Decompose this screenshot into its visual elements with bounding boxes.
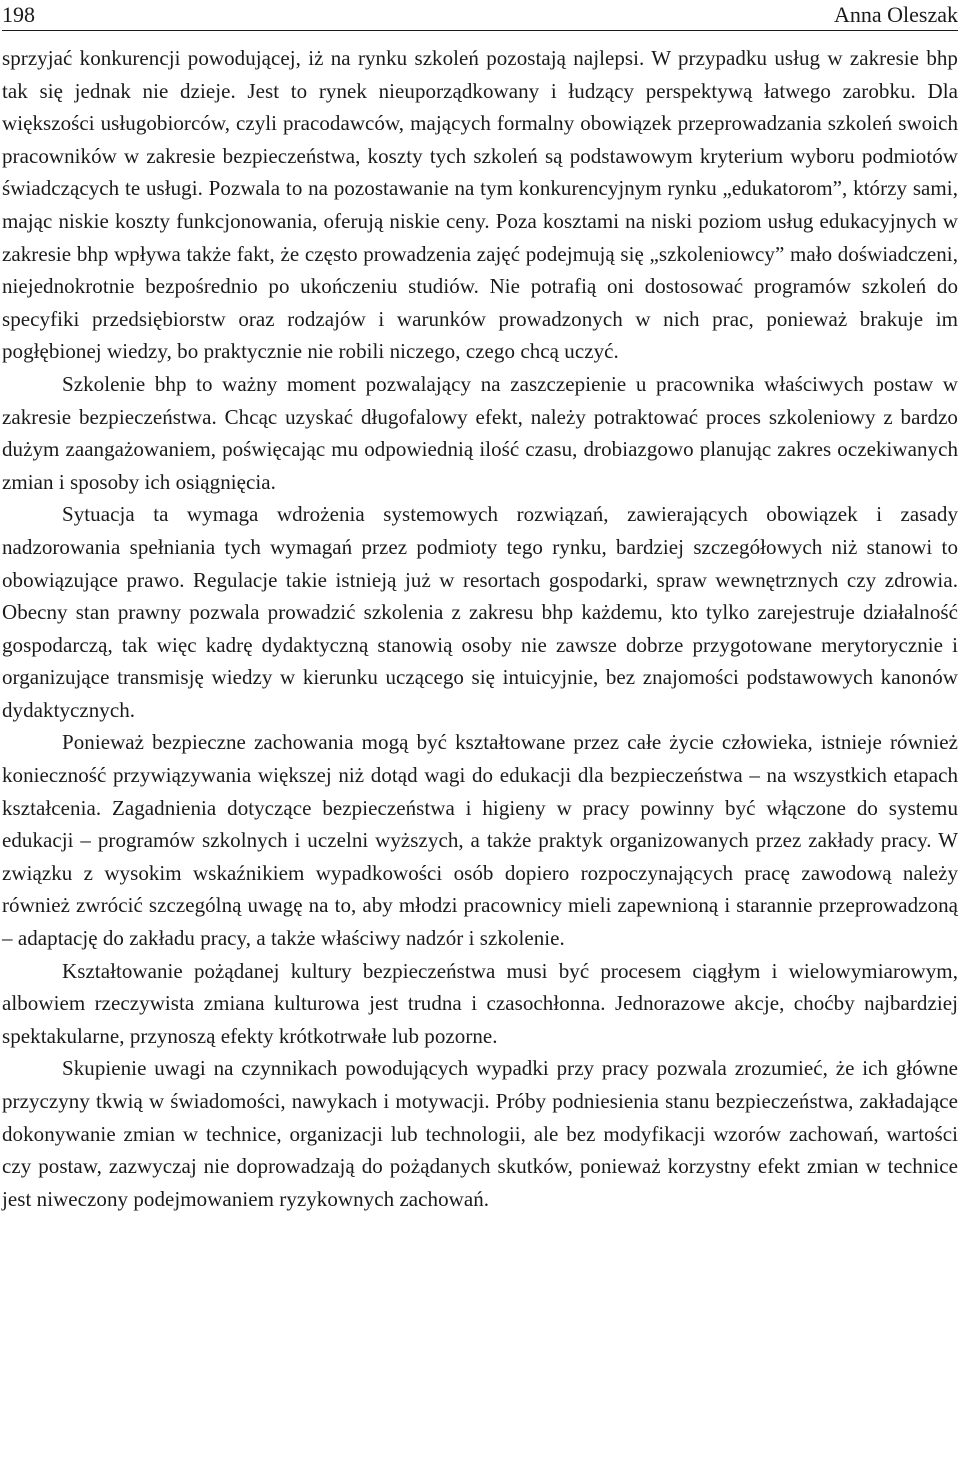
- running-header-author: Anna Oleszak: [833, 2, 958, 27]
- page-number: 198: [2, 2, 35, 27]
- paragraph-6: Skupienie uwagi na czynnikach powodujących wypadki przy pracy pozwala zrozumieć, że ich główne przyczyny tkwią w świadomości, nawykach i motywacji. Próby podniesienia stanu bezpieczeństwa, zakładające dokonywanie zmian w technice, organizacji lub technologii, ale bez modyfikacji wzorów zachowań, wartości czy postaw, zazwyczaj nie doprowadzają do pożądanych skutków, ponieważ korzystny efekt zmian w technice jest niweczony podejmowaniem ryzykownych zachowań.: [2, 1056, 958, 1211]
- body-text: [2, 42, 958, 1215]
- paragraph-1: sprzyjać konkurencji powodującej, iż na rynku szkoleń pozostają najlepsi. W przypadku usług w zakresie bhp tak się jednak nie dzieje. Jest to rynek nieuporządkowany i łudzący perspektywą łatwego zarobku. Dla większości usługobiorców, czyli pracodawców, mających formalny obowiązek przeprowadzania szkoleń swoich pracowników w zakresie bezpieczeństwa, koszty tych szkoleń są podstawowym kryterium wyboru podmiotów świadczących te usługi. Pozwala to na pozostawanie na tym konkurencyjnym rynku „edukatorom”, którzy sami, mając niskie koszty funkcjonowania, oferują niskie ceny. Poza kosztami na niski poziom usług edukacyjnych w zakresie bhp wpływa także fakt, że często prowadzenia zajęć podejmują się „szkoleniowcy” mało doświadczeni, niejednokrotnie bezpośrednio po ukończeniu studiów. Nie potrafią oni dostosować programów szkoleń do specyfiki przedsiębiorstw oraz rodzajów i warunków prowadzonych w nich prac, ponieważ brakuje im pogłębionej wiedzy, bo praktycznie nie robili niczego, czego chcą uczyć.: [2, 46, 958, 364]
- paragraph-4: Ponieważ bezpieczne zachowania mogą być kształtowane przez całe życie człowieka, istnieje również konieczność przywiązywania większej niż dotąd wagi do edukacji dla bezpieczeństwa – na wszystkich etapach kształcenia. Zagadnienia dotyczące bezpieczeństwa i higieny w pracy powinny być włączone do systemu edukacji – programów szkolnych i uczelni wyższych, a także praktyk organizowanych przez zakłady pracy. W związku z wysokim wskaźnikiem wypadkowości osób dopiero rozpoczynających pracę zawodową należy również zwrócić szczególną uwagę na to, aby młodzi pracownicy mieli zapewnioną i starannie przeprowadzoną – adaptację do zakładu pracy, a także właściwy nadzór i szkolenie.: [2, 730, 958, 951]
- paragraph-3: Sytuacja ta wymaga wdrożenia systemowych rozwiązań, zawierających obowiązek i zasady nadzorowania spełniania tych wymagań przez podmioty tego rynku, bardziej szczegółowych niż stanowi to obowiązujące prawo. Regulacje takie istnieją już w resortach gospodarki, spraw wewnętrznych czy zdrowia. Obecny stan prawny pozwala prowadzić szkolenia z zakresu bhp każdemu, kto tylko zarejestruje działalność gospodarczą, tak więc kadrę dydaktyczną stanowią osoby nie zawsze dobrze przygotowane merytorycznie i organizujące transmisję wiedzy w kierunku uczącego się intuicyjnie, bez znajomości podstawowych kanonów dydaktycznych.: [2, 502, 958, 722]
- paragraph-5: Kształtowanie pożądanej kultury bezpieczeństwa musi być procesem ciągłym i wielowymiarowym, albowiem rzeczywista zmiana kulturowa jest trudna i czasochłonna. Jednorazowe akcje, choćby najbardziej spektakularne, przynoszą efekty krótkotrwałe lub pozorne.: [2, 958, 958, 1048]
- paragraph-2: Szkolenie bhp to ważny moment pozwalający na zaszczepienie u pracownika właściwych postaw w zakresie bezpieczeństwa. Chcąc uzyskać długofalowy efekt, należy potraktować proces szkoleniowy z bardzo dużym zaangażowaniem, poświęcając mu odpowiednią ilość czasu, drobiazgowo planując zakres oczekiwanych zmian i sposoby ich osiągnięcia.: [2, 371, 958, 494]
- running-header: [2, 0, 958, 31]
